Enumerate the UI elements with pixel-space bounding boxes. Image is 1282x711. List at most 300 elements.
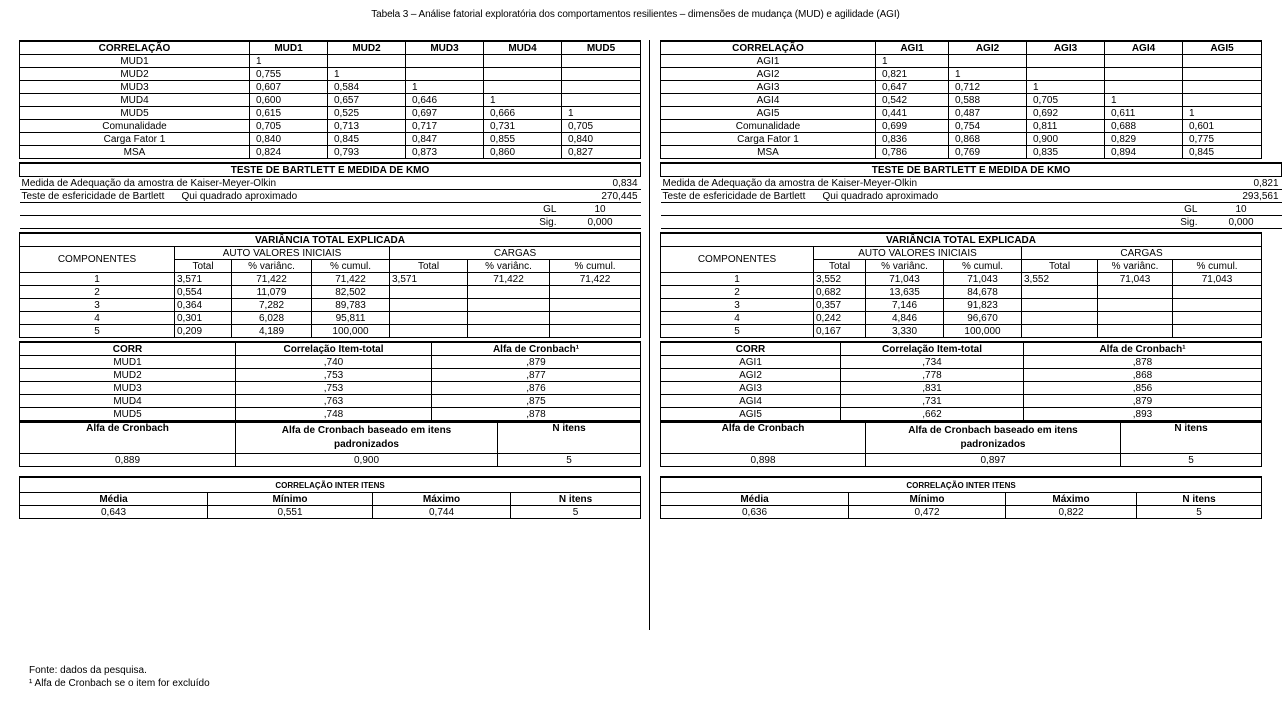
table-cell: 7,146 bbox=[866, 299, 944, 312]
table-cell: ,876 bbox=[432, 382, 641, 395]
table-cell: 1 bbox=[406, 81, 484, 94]
column-header: Alfa de Cronbach baseado em itens padronizados bbox=[236, 422, 498, 454]
table-row bbox=[661, 190, 1282, 203]
table-cell: MUD4 bbox=[20, 395, 236, 408]
table-cell: GL bbox=[480, 203, 560, 216]
table-cell: MUD1 bbox=[20, 356, 236, 369]
notes bbox=[29, 664, 210, 690]
table-cell: MUD3 bbox=[20, 81, 250, 94]
table-cell: 0,717 bbox=[406, 120, 484, 133]
table-cell: 0,657 bbox=[328, 94, 406, 107]
column-header: % variânc. bbox=[468, 260, 550, 273]
column-header: CORR bbox=[661, 342, 841, 356]
column-header: Alfa de Cronbach¹ bbox=[1024, 342, 1262, 356]
table-cell: ,875 bbox=[432, 395, 641, 408]
item-total-table bbox=[660, 341, 1262, 421]
table-cell: MUD2 bbox=[20, 68, 250, 81]
correlation-table bbox=[660, 40, 1262, 159]
table-header-row bbox=[661, 342, 1262, 356]
table-title: Tabela 3 – Análise fatorial exploratória dos comportamentos resilientes – dimensões de mudança (MUD) e agilidade (AGI) bbox=[371, 9, 900, 20]
table-cell: 270,445 bbox=[560, 190, 641, 203]
table-cell: 0,699 bbox=[876, 120, 949, 133]
column-header: Mínimo bbox=[849, 493, 1006, 506]
table-cell: ,868 bbox=[1024, 369, 1262, 382]
table-cell: 0,472 bbox=[849, 506, 1006, 519]
table-cell: 0,821 bbox=[1201, 177, 1282, 190]
table-cell: 4,846 bbox=[866, 312, 944, 325]
footnote: ¹ Alfa de Cronbach se o item for excluído bbox=[29, 678, 210, 689]
table-cell bbox=[1173, 325, 1262, 338]
table-cell bbox=[1098, 299, 1173, 312]
table-cell: 2 bbox=[20, 286, 175, 299]
table-cell: 3,330 bbox=[866, 325, 944, 338]
table-row bbox=[20, 107, 641, 120]
column-header: AGI5 bbox=[1183, 41, 1262, 55]
table-cell: COMPONENTES bbox=[20, 247, 175, 273]
table-cell: 1 bbox=[1183, 107, 1262, 120]
inter-item-table bbox=[660, 476, 1262, 519]
table-row bbox=[661, 177, 1282, 190]
table-cell: 5 bbox=[498, 454, 641, 467]
table-cell: 1 bbox=[484, 94, 562, 107]
table-cell: ,748 bbox=[236, 408, 432, 421]
column-header: Mínimo bbox=[208, 493, 373, 506]
table-row bbox=[661, 55, 1262, 68]
table-cell: AGI5 bbox=[661, 408, 841, 421]
table-cell bbox=[1027, 68, 1105, 81]
table-cell: 0,834 bbox=[560, 177, 641, 190]
table-cell bbox=[550, 312, 641, 325]
table-cell bbox=[1105, 81, 1183, 94]
table-cell bbox=[468, 299, 550, 312]
table-cell bbox=[1173, 312, 1262, 325]
table-cell bbox=[1173, 299, 1262, 312]
table-cell bbox=[949, 55, 1027, 68]
variance-table bbox=[660, 232, 1262, 338]
table-cell: 3 bbox=[20, 299, 175, 312]
table-cell: 3,552 bbox=[1022, 273, 1098, 286]
table-cell: 6,028 bbox=[232, 312, 312, 325]
table-cell: AGI1 bbox=[661, 55, 876, 68]
table-row bbox=[20, 312, 641, 325]
table-cell: 0,889 bbox=[20, 454, 236, 467]
table-row bbox=[661, 356, 1262, 369]
column-header: Total bbox=[814, 260, 866, 273]
table-cell bbox=[562, 81, 641, 94]
table-header-row bbox=[20, 493, 641, 506]
column-header: % variânc. bbox=[232, 260, 312, 273]
column-header: Alfa de Cronbach baseado em itens padronizados bbox=[866, 422, 1121, 454]
column-header: MUD4 bbox=[484, 41, 562, 55]
table-cell: 71,043 bbox=[944, 273, 1022, 286]
column-header: % cumul. bbox=[312, 260, 390, 273]
table-cell: COMPONENTES bbox=[661, 247, 814, 273]
column-header: Média bbox=[661, 493, 849, 506]
table-cell: AGI3 bbox=[661, 382, 841, 395]
table-cell: 2 bbox=[661, 286, 814, 299]
table-row bbox=[20, 273, 641, 286]
table-cell bbox=[1105, 68, 1183, 81]
table-cell: Teste de esfericidade de Bartlett bbox=[20, 190, 180, 203]
table-cell: 0,822 bbox=[1006, 506, 1137, 519]
table-row bbox=[661, 325, 1262, 338]
table-cell: MSA bbox=[661, 146, 876, 159]
table-cell bbox=[1022, 299, 1098, 312]
table-cell: 0,824 bbox=[250, 146, 328, 159]
table-cell: 71,043 bbox=[1098, 273, 1173, 286]
column-header: Alfa de Cronbach¹ bbox=[432, 342, 641, 356]
column-header: Total bbox=[390, 260, 468, 273]
table-cell: 0,731 bbox=[484, 120, 562, 133]
table-header-row bbox=[661, 41, 1262, 55]
table-cell: ,879 bbox=[1024, 395, 1262, 408]
table-row bbox=[20, 369, 641, 382]
table-row bbox=[20, 81, 641, 94]
table-cell bbox=[1022, 325, 1098, 338]
table-cell: 0,242 bbox=[814, 312, 866, 325]
table-cell bbox=[562, 68, 641, 81]
table-cell: 0,692 bbox=[1027, 107, 1105, 120]
table-row bbox=[20, 454, 641, 467]
table-cell: 1 bbox=[562, 107, 641, 120]
table-row bbox=[661, 506, 1262, 519]
table-cell: 0,847 bbox=[406, 133, 484, 146]
table-cell: 100,000 bbox=[944, 325, 1022, 338]
item-total-table bbox=[19, 341, 641, 421]
alpha-table bbox=[660, 421, 1262, 467]
source-note: Fonte: dados da pesquisa. bbox=[29, 665, 147, 676]
column-header: MUD1 bbox=[250, 41, 328, 55]
table-cell: 0,744 bbox=[373, 506, 511, 519]
table-cell: 0,829 bbox=[1105, 133, 1183, 146]
table-cell: 0,688 bbox=[1105, 120, 1183, 133]
column-header: AGI4 bbox=[1105, 41, 1183, 55]
table-cell: 71,422 bbox=[468, 273, 550, 286]
table-cell: 0,705 bbox=[562, 120, 641, 133]
table-cell: Carga Fator 1 bbox=[20, 133, 250, 146]
table-cell: 84,678 bbox=[944, 286, 1022, 299]
table-cell: MUD4 bbox=[20, 94, 250, 107]
table-cell: 71,043 bbox=[866, 273, 944, 286]
column-header: CORRELAÇÃO bbox=[661, 41, 876, 55]
column-header: % variânc. bbox=[1098, 260, 1173, 273]
table-cell: 0,357 bbox=[814, 299, 866, 312]
table-cell: 0,894 bbox=[1105, 146, 1183, 159]
table-cell: 0,845 bbox=[1183, 146, 1262, 159]
section-title: TESTE DE BARTLETT E MEDIDA DE KMO bbox=[661, 163, 1282, 177]
table-row bbox=[20, 146, 641, 159]
table-cell: 7,282 bbox=[232, 299, 312, 312]
column-header: CORR bbox=[20, 342, 236, 356]
kmo-table bbox=[19, 162, 641, 229]
table-cell: 0,301 bbox=[175, 312, 232, 325]
table-cell bbox=[1098, 286, 1173, 299]
column-header: Média bbox=[20, 493, 208, 506]
table-cell: 0,611 bbox=[1105, 107, 1183, 120]
table-cell bbox=[406, 68, 484, 81]
section-title: CORRELAÇÃO INTER ITENS bbox=[661, 477, 1262, 493]
table-row bbox=[20, 203, 641, 216]
table-row bbox=[661, 94, 1262, 107]
table-row bbox=[20, 382, 641, 395]
table-cell bbox=[1098, 325, 1173, 338]
table-cell bbox=[1022, 286, 1098, 299]
section-title-row bbox=[661, 477, 1262, 493]
column-header: % cumul. bbox=[944, 260, 1022, 273]
column-header: Máximo bbox=[373, 493, 511, 506]
table-cell: AUTO VALORES INICIAIS bbox=[814, 247, 1022, 260]
column-header: CORRELAÇÃO bbox=[20, 41, 250, 55]
table-cell bbox=[468, 325, 550, 338]
column-header: MUD3 bbox=[406, 41, 484, 55]
table-cell: 1 bbox=[20, 273, 175, 286]
table-cell: 0,713 bbox=[328, 120, 406, 133]
table-row bbox=[661, 382, 1262, 395]
table-cell: 0,860 bbox=[484, 146, 562, 159]
section-title: VARIÂNCIA TOTAL EXPLICADA bbox=[20, 233, 641, 247]
table-cell: 0,840 bbox=[250, 133, 328, 146]
table-cell bbox=[484, 81, 562, 94]
table-cell bbox=[550, 286, 641, 299]
table-row bbox=[20, 408, 641, 421]
table-cell: ,753 bbox=[236, 382, 432, 395]
table-cell bbox=[1022, 312, 1098, 325]
table-row bbox=[20, 177, 641, 190]
column-header: N itens bbox=[498, 422, 641, 454]
table-cell: 0,588 bbox=[949, 94, 1027, 107]
table-cell: 0,898 bbox=[661, 454, 866, 467]
table-cell: 0,615 bbox=[250, 107, 328, 120]
table-row bbox=[20, 247, 641, 260]
panel-divider bbox=[649, 40, 650, 630]
table-cell: 0,897 bbox=[866, 454, 1121, 467]
table-header-row bbox=[20, 342, 641, 356]
table-cell bbox=[1173, 286, 1262, 299]
column-header: Máximo bbox=[1006, 493, 1137, 506]
table-cell: 1 bbox=[1105, 94, 1183, 107]
table-cell: 0,600 bbox=[250, 94, 328, 107]
table-cell: 0,697 bbox=[406, 107, 484, 120]
panel-agi bbox=[660, 40, 1279, 523]
table-cell: AGI2 bbox=[661, 68, 876, 81]
column-header: N itens bbox=[1121, 422, 1262, 454]
table-cell: 3 bbox=[661, 299, 814, 312]
column-header: N itens bbox=[511, 493, 641, 506]
table-cell bbox=[1105, 55, 1183, 68]
table-row bbox=[661, 68, 1262, 81]
table-cell: 10 bbox=[1201, 203, 1282, 216]
table-row bbox=[661, 120, 1262, 133]
table-row bbox=[20, 286, 641, 299]
column-header: Total bbox=[175, 260, 232, 273]
table-cell: AGI4 bbox=[661, 94, 876, 107]
table-cell: MUD1 bbox=[20, 55, 250, 68]
table-cell: ,734 bbox=[841, 356, 1024, 369]
table-cell: 0,643 bbox=[20, 506, 208, 519]
table-cell: AUTO VALORES INICIAIS bbox=[175, 247, 390, 260]
table-cell: ,753 bbox=[236, 369, 432, 382]
table-row bbox=[20, 395, 641, 408]
section-title: VARIÂNCIA TOTAL EXPLICADA bbox=[661, 233, 1262, 247]
table-cell bbox=[1183, 94, 1262, 107]
table-cell: 4 bbox=[20, 312, 175, 325]
table-cell: ,731 bbox=[841, 395, 1024, 408]
table-cell: 0,835 bbox=[1027, 146, 1105, 159]
variance-table bbox=[19, 232, 641, 338]
table-cell: AGI3 bbox=[661, 81, 876, 94]
column-header: AGI3 bbox=[1027, 41, 1105, 55]
table-cell: 0,855 bbox=[484, 133, 562, 146]
table-cell bbox=[1027, 55, 1105, 68]
table-cell: 1 bbox=[250, 55, 328, 68]
table-cell: ,831 bbox=[841, 382, 1024, 395]
table-cell: 0,601 bbox=[1183, 120, 1262, 133]
table-cell bbox=[1183, 68, 1262, 81]
table-cell: CARGAS bbox=[390, 247, 641, 260]
column-header: Correlação Item-total bbox=[841, 342, 1024, 356]
empty-cell bbox=[661, 203, 1121, 216]
section-title-row bbox=[661, 233, 1262, 247]
table-cell: 0,705 bbox=[1027, 94, 1105, 107]
table-cell: Carga Fator 1 bbox=[661, 133, 876, 146]
table-cell: 0,682 bbox=[814, 286, 866, 299]
table-row bbox=[661, 369, 1262, 382]
table-cell: AGI1 bbox=[661, 356, 841, 369]
table-cell: 0,900 bbox=[1027, 133, 1105, 146]
table-cell: MUD5 bbox=[20, 408, 236, 421]
table-cell: 0,821 bbox=[876, 68, 949, 81]
table-cell bbox=[468, 286, 550, 299]
table-cell: 1 bbox=[328, 68, 406, 81]
table-cell bbox=[1098, 312, 1173, 325]
table-cell: CARGAS bbox=[1022, 247, 1262, 260]
table-cell: 0,811 bbox=[1027, 120, 1105, 133]
table-row bbox=[661, 146, 1262, 159]
table-cell: 0,584 bbox=[328, 81, 406, 94]
table-header-row bbox=[661, 493, 1262, 506]
table-cell: 0,441 bbox=[876, 107, 949, 120]
table-cell: 71,043 bbox=[1173, 273, 1262, 286]
section-title: TESTE DE BARTLETT E MEDIDA DE KMO bbox=[20, 163, 641, 177]
table-cell: ,878 bbox=[432, 408, 641, 421]
column-header: Alfa de Cronbach bbox=[20, 422, 236, 454]
table-row bbox=[20, 325, 641, 338]
table-cell bbox=[390, 325, 468, 338]
table-cell bbox=[550, 299, 641, 312]
table-row bbox=[661, 395, 1262, 408]
table-cell: AGI2 bbox=[661, 369, 841, 382]
table-cell: Comunalidade bbox=[661, 120, 876, 133]
empty-cell bbox=[661, 216, 1121, 229]
table-cell: 0,000 bbox=[1201, 216, 1282, 229]
table-cell: 0,754 bbox=[949, 120, 1027, 133]
empty-cell bbox=[20, 203, 480, 216]
table-cell: 5 bbox=[661, 325, 814, 338]
table-cell: 0,900 bbox=[236, 454, 498, 467]
table-cell: ,879 bbox=[432, 356, 641, 369]
table-cell: 0,755 bbox=[250, 68, 328, 81]
table-cell: 0,209 bbox=[175, 325, 232, 338]
table-row bbox=[661, 107, 1262, 120]
table-cell: 82,502 bbox=[312, 286, 390, 299]
correlation-table bbox=[19, 40, 641, 159]
table-row bbox=[20, 68, 641, 81]
table-row bbox=[20, 506, 641, 519]
table-cell: MUD5 bbox=[20, 107, 250, 120]
table-cell: 0,836 bbox=[876, 133, 949, 146]
table-cell: 3,552 bbox=[814, 273, 866, 286]
column-header: AGI1 bbox=[876, 41, 949, 55]
table-cell: 0,840 bbox=[562, 133, 641, 146]
table-row bbox=[661, 203, 1282, 216]
table-cell: 0,646 bbox=[406, 94, 484, 107]
table-cell: 95,811 bbox=[312, 312, 390, 325]
table-row bbox=[661, 81, 1262, 94]
table-cell bbox=[328, 55, 406, 68]
table-cell: ,740 bbox=[236, 356, 432, 369]
table-cell: 13,635 bbox=[866, 286, 944, 299]
table-cell bbox=[550, 325, 641, 338]
table-cell: 0,000 bbox=[560, 216, 641, 229]
kmo-table bbox=[660, 162, 1282, 229]
table-cell: 5 bbox=[511, 506, 641, 519]
section-title-row bbox=[20, 477, 641, 493]
table-cell: ,778 bbox=[841, 369, 1024, 382]
table-cell: 0,827 bbox=[562, 146, 641, 159]
table-cell: AGI4 bbox=[661, 395, 841, 408]
table-cell: 0,769 bbox=[949, 146, 1027, 159]
column-header: Alfa de Cronbach bbox=[661, 422, 866, 454]
table-cell: 0,364 bbox=[175, 299, 232, 312]
table-cell: 0,705 bbox=[250, 120, 328, 133]
table-cell: 5 bbox=[1137, 506, 1262, 519]
table-cell: ,877 bbox=[432, 369, 641, 382]
table-cell: 11,079 bbox=[232, 286, 312, 299]
table-cell: 0,636 bbox=[661, 506, 849, 519]
table-cell: Medida de Adequação da amostra de Kaiser-Meyer-Olkin bbox=[661, 177, 1201, 190]
table-row bbox=[661, 273, 1262, 286]
table-cell: 71,422 bbox=[550, 273, 641, 286]
table-cell: ,878 bbox=[1024, 356, 1262, 369]
table-cell: 0,775 bbox=[1183, 133, 1262, 146]
column-header: Correlação Item-total bbox=[236, 342, 432, 356]
column-header: % cumul. bbox=[550, 260, 641, 273]
section-title-row bbox=[661, 163, 1282, 177]
table-row bbox=[20, 216, 641, 229]
table-cell: 71,422 bbox=[312, 273, 390, 286]
table-cell: 0,845 bbox=[328, 133, 406, 146]
table-cell bbox=[1183, 55, 1262, 68]
table-cell bbox=[390, 299, 468, 312]
table-cell bbox=[1183, 81, 1262, 94]
table-cell: 1 bbox=[876, 55, 949, 68]
column-header: Total bbox=[1022, 260, 1098, 273]
table-cell: Comunalidade bbox=[20, 120, 250, 133]
table-row bbox=[661, 312, 1262, 325]
table-cell: 3,571 bbox=[390, 273, 468, 286]
table-row bbox=[20, 120, 641, 133]
table-cell: 4,189 bbox=[232, 325, 312, 338]
table-row bbox=[661, 133, 1262, 146]
table-cell: 0,167 bbox=[814, 325, 866, 338]
table-cell: 0,487 bbox=[949, 107, 1027, 120]
table-cell: 10 bbox=[560, 203, 641, 216]
table-cell: 91,823 bbox=[944, 299, 1022, 312]
table-cell: ,856 bbox=[1024, 382, 1262, 395]
table-row bbox=[20, 356, 641, 369]
table-cell bbox=[484, 68, 562, 81]
table-row bbox=[20, 133, 641, 146]
